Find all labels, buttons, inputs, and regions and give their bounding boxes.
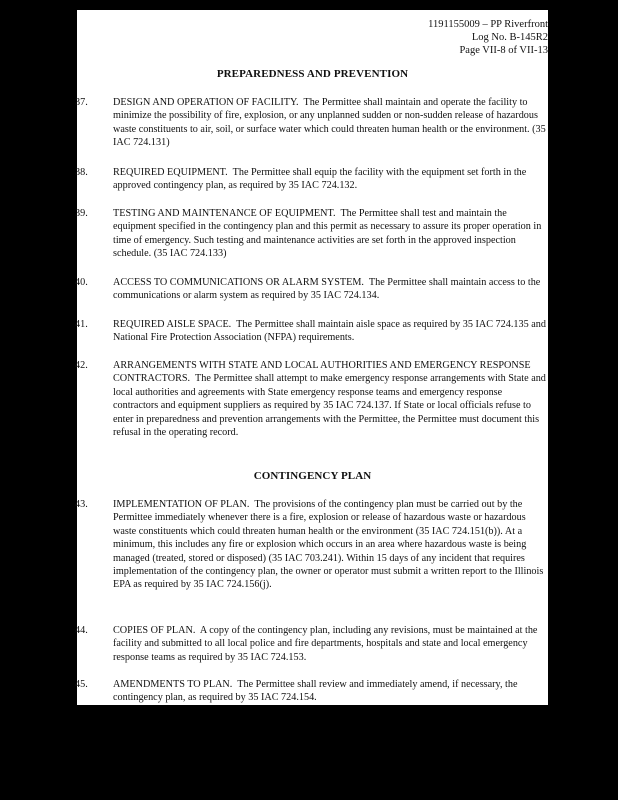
condition-number: 40. — [75, 277, 88, 288]
condition-heading: COPIES OF PLAN. — [113, 625, 196, 636]
condition-text: The Permittee shall maintain aisle space as required by 35 IAC 724.135 and National Fire Protection Association (NFPA) requirements. — [113, 319, 546, 344]
section-title-contingency: CONTINGENCY PLAN — [253, 470, 372, 482]
condition-number: 45. — [75, 679, 88, 690]
condition-heading: REQUIRED EQUIPMENT. — [113, 167, 228, 178]
condition-number: 38. — [75, 167, 88, 178]
header-page-number: Page VII-8 of VII-13 — [459, 45, 548, 56]
condition-number: 41. — [75, 319, 88, 330]
condition-text: The Permittee shall equip the facility with the equipment set forth in the approved contingency plan, as required by 35 IAC 724.132. — [113, 167, 527, 192]
condition-heading: DESIGN AND OPERATION OF FACILITY. — [113, 97, 299, 108]
condition-number: 39. — [75, 208, 88, 219]
condition-text: The Permittee shall test and maintain the equipment specified in the contingency plan and this permit as necessary to assure its proper operation in time of emergency. Such testing and maintenance activities are set forth in the approved inspection schedule. (35 IAC 724.133) — [113, 208, 542, 260]
header-permit-id: 1191155009 – PP Riverfront — [428, 19, 548, 30]
condition-heading: IMPLEMENTATION OF PLAN. — [113, 499, 250, 510]
condition-heading: REQUIRED AISLE SPACE. — [113, 319, 232, 330]
condition-heading: ACCESS TO COMMUNICATIONS OR ALARM SYSTEM. — [113, 277, 364, 288]
condition-text: The Permittee shall maintain and operate the facility to minimize the possibility of fire, explosion, or any unplanned sudden or non-sudden release of hazardous waste constituents to air, soil, or surface water which could threaten human health or the environment. (35 IAC 724.131) — [113, 97, 546, 149]
header-log-number: Log No. B-145R2 — [471, 32, 548, 43]
condition-number: 44. — [75, 625, 88, 636]
condition-heading: ARRANGEMENTS WITH STATE AND LOCAL AUTHORITIES AND EMERGENCY RESPONSE CONTRACTORS. — [113, 360, 531, 385]
condition-heading: TESTING AND MAINTENANCE OF EQUIPMENT. — [113, 208, 336, 219]
condition-number: 37. — [75, 97, 88, 108]
condition-text: The Permittee shall review and immediately amend, if necessary, the contingency plan, as required by 35 IAC 724.154. — [113, 679, 518, 704]
page-header — [428, 18, 548, 57]
document-page — [77, 10, 548, 705]
condition-heading: AMENDMENTS TO PLAN. — [113, 679, 233, 690]
condition-text: The Permittee shall attempt to make emergency response arrangements with State and local authorities and agreements with State emergency response teams and emergency response contractors and equipment suppliers as required by 35 IAC 724.137. If State or local officials refuse to enter in preparedness and prevention arrangements with the Permittee, the Permittee must document this refusal in the operating record. — [113, 373, 546, 439]
condition-number: 43. — [75, 499, 88, 510]
condition-text: A copy of the contingency plan, including any revisions, must be maintained at the facility and submitted to all local police and fire departments, hospitals and state and local emergency response teams as required by 35 IAC 724.153. — [113, 625, 538, 663]
section-title-preparedness: PREPAREDNESS AND PREVENTION — [216, 68, 409, 80]
condition-text: The Permittee shall maintain access to the communications or alarm system as required by 35 IAC 724.134. — [113, 277, 541, 302]
condition-text: The provisions of the contingency plan must be carried out by the Permittee immediately whenever there is a fire, explosion or release of hazardous waste or hazardous waste constituents which could threaten human health or the environment (35 IAC 724.151(b)). At a minimum, this includes any fire or explosion which occurs in an area where hazardous waste is being managed (treated, stored or disposed) (35 IAC 703.241). Within 15 days of any incident that requires implementation of the contingency plan, the owner or operator must submit a written report to the Illinois EPA as required by 35 IAC 724.156(j). — [113, 499, 544, 591]
condition-number: 42. — [75, 360, 88, 371]
